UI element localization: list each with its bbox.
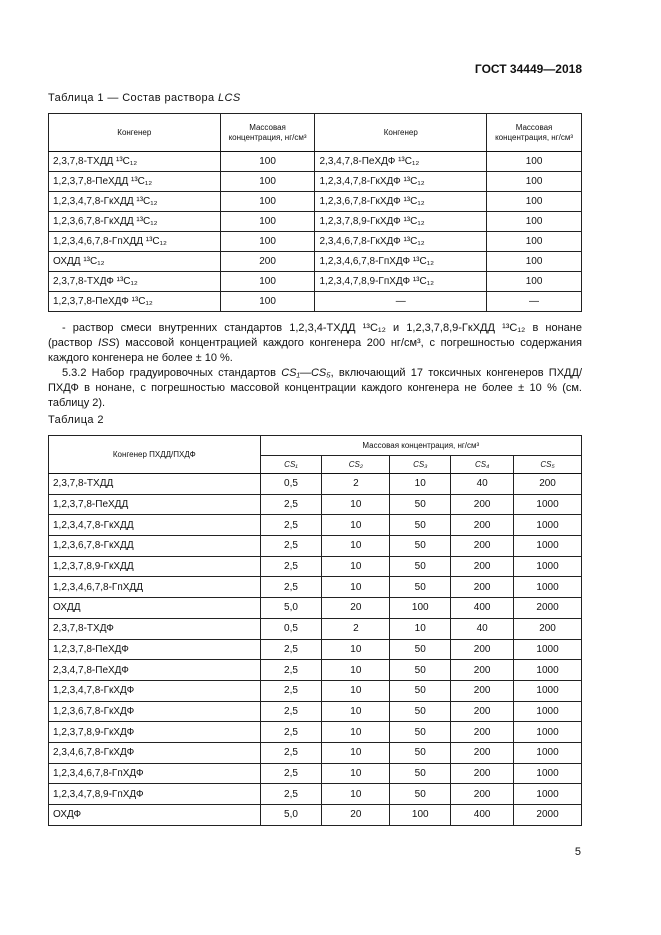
table2-cs3-cell: 50 — [390, 701, 451, 722]
table2-cs1-cell: 2,5 — [260, 722, 322, 743]
table1-concentration-cell: — — [487, 292, 582, 312]
table2-congener-cell: 1,2,3,4,6,7,8-ГпХДФ — [49, 763, 261, 784]
table2-cs1-cell: 2,5 — [260, 660, 322, 681]
table2-cs5-cell: 1000 — [514, 515, 582, 536]
table2-cs1-cell: 2,5 — [260, 639, 322, 660]
table2-congener-cell: 1,2,3,6,7,8-ГкХДД — [49, 536, 261, 557]
table2-cs5-cell: 1000 — [514, 701, 582, 722]
table2-congener-cell: 1,2,3,6,7,8-ГкХДФ — [49, 701, 261, 722]
table2-cs3-cell: 50 — [390, 680, 451, 701]
table2-header-cs5: CS₅ — [514, 456, 582, 474]
page-number: 5 — [574, 846, 581, 858]
table2-cs5-cell: 1000 — [514, 494, 582, 515]
table2-congener-cell: 1,2,3,7,8-ПеХДД — [49, 494, 261, 515]
table2-cs1-cell: 2,5 — [260, 556, 322, 577]
table2-cs4-cell: 200 — [451, 701, 514, 722]
table2-cs2-cell: 20 — [322, 598, 390, 619]
table2-cs5-cell: 1000 — [514, 536, 582, 557]
paragraph-5-3-2 — [48, 366, 582, 411]
table2-header-cs4: CS₄ — [451, 456, 514, 474]
table2-cs4-cell: 200 — [451, 515, 514, 536]
table2-congener-cell: 1,2,3,4,7,8-ГкХДД — [49, 515, 261, 536]
table2-cs5-cell: 1000 — [514, 639, 582, 660]
table2-congener-cell: 1,2,3,4,7,8,9-ГпХДФ — [49, 784, 261, 805]
table2-cs1-cell: 2,5 — [260, 494, 322, 515]
table2-cs4-cell: 200 — [451, 494, 514, 515]
table1-row — [49, 172, 582, 192]
table2-cs2-cell: 10 — [322, 556, 390, 577]
table1-congener-cell: 1,2,3,4,7,8-ГкХДФ ¹³C₁₂ — [315, 172, 487, 192]
table2-row — [49, 784, 582, 805]
table1-caption-text: Таблица 1 — Состав раствора — [48, 92, 219, 104]
table2-cs4-cell: 200 — [451, 577, 514, 598]
table2-cs3-cell: 100 — [390, 805, 451, 826]
table2-cs5-cell: 1000 — [514, 660, 582, 681]
table1-congener-cell: — — [315, 292, 487, 312]
table2-cs1-cell: 2,5 — [260, 680, 322, 701]
table2-cs5-cell: 2000 — [514, 598, 582, 619]
table2-cs1-cell: 2,5 — [260, 536, 322, 557]
table1-congener-cell: 1,2,3,6,7,8-ГкХДД ¹³C₁₂ — [49, 212, 221, 232]
table2-header-concentration: Массовая концентрация, нг/см³ — [260, 436, 581, 456]
table1-header-row — [49, 114, 582, 152]
table2-header-cs2: CS₂ — [322, 456, 390, 474]
table2-row — [49, 680, 582, 701]
table2-congener-cell: 1,2,3,7,8,9-ГкХДД — [49, 556, 261, 577]
table1-congener-cell: 1,2,3,7,8-ПеХДФ ¹³C₁₂ — [49, 292, 221, 312]
table2-cs4-cell: 200 — [451, 536, 514, 557]
table2-row — [49, 639, 582, 660]
table1-congener-cell: 2,3,7,8-ТХДФ ¹³C₁₂ — [49, 272, 221, 292]
table2-congener-cell: 1,2,3,7,8-ПеХДФ — [49, 639, 261, 660]
table1-concentration-cell: 100 — [220, 292, 315, 312]
paragraph-5-3-2-italic: CS₁—CS₅ — [281, 367, 331, 379]
table2-cs5-cell: 1000 — [514, 556, 582, 577]
table2-cs5-cell: 200 — [514, 474, 582, 495]
table2-cs3-cell: 50 — [390, 577, 451, 598]
table2-row — [49, 556, 582, 577]
table2-congener-cell: 1,2,3,4,6,7,8-ГпХДД — [49, 577, 261, 598]
table2-cs3-cell: 10 — [390, 618, 451, 639]
table2-cs1-cell: 2,5 — [260, 701, 322, 722]
table1-row — [49, 232, 582, 252]
table2-cs3-cell: 100 — [390, 598, 451, 619]
table1-header-conc-2: Массовая концентрация, нг/см³ — [487, 114, 582, 152]
table2-cs5-cell: 1000 — [514, 742, 582, 763]
table2-cs2-cell: 10 — [322, 536, 390, 557]
table2-cs2-cell: 10 — [322, 660, 390, 681]
table2-cs2-cell: 10 — [322, 722, 390, 743]
table2-congener-cell: 1,2,3,4,7,8-ГкХДФ — [49, 680, 261, 701]
table1-row — [49, 292, 582, 312]
table1-congener-cell: 1,2,3,4,6,7,8-ГпХДФ ¹³C₁₂ — [315, 252, 487, 272]
table1-lcs-composition — [48, 113, 582, 312]
table2-congener-cell: 2,3,4,6,7,8-ГкХДФ — [49, 742, 261, 763]
table1-concentration-cell: 100 — [487, 232, 582, 252]
table2-cs4-cell: 40 — [451, 474, 514, 495]
table2-cs5-cell: 200 — [514, 618, 582, 639]
table1-concentration-cell: 100 — [487, 172, 582, 192]
table1-row — [49, 152, 582, 172]
table2-row — [49, 701, 582, 722]
table1-concentration-cell: 100 — [487, 252, 582, 272]
table2-header-cs3: CS₃ — [390, 456, 451, 474]
table2-cs4-cell: 400 — [451, 598, 514, 619]
table2-cs4-cell: 200 — [451, 784, 514, 805]
table1-congener-cell: 2,3,7,8-ТХДД ¹³C₁₂ — [49, 152, 221, 172]
table2-row — [49, 536, 582, 557]
table2-header-congener: Конгенер ПХДД/ПХДФ — [49, 436, 261, 474]
table2-cs5-cell: 1000 — [514, 722, 582, 743]
table2-cs4-cell: 200 — [451, 680, 514, 701]
table2-cs4-cell: 200 — [451, 556, 514, 577]
table2-calibration-standards — [48, 435, 582, 826]
table1-congener-cell: 1,2,3,4,7,8,9-ГпХДФ ¹³C₁₂ — [315, 272, 487, 292]
paragraph-iss-italic: ISS — [98, 337, 116, 349]
table2-header-row-1 — [49, 436, 582, 456]
table2-cs1-cell: 5,0 — [260, 805, 322, 826]
table1-congener-cell: 2,3,4,7,8-ПеХДФ ¹³C₁₂ — [315, 152, 487, 172]
table2-cs5-cell: 1000 — [514, 577, 582, 598]
table2-caption: Таблица 2 — [48, 414, 104, 426]
table1-concentration-cell: 100 — [220, 272, 315, 292]
table2-cs3-cell: 50 — [390, 722, 451, 743]
table1-row — [49, 212, 582, 232]
table2-cs3-cell: 50 — [390, 763, 451, 784]
table2-cs2-cell: 10 — [322, 494, 390, 515]
document-id: ГОСТ 34449—2018 — [474, 62, 582, 76]
table2-cs5-cell: 1000 — [514, 680, 582, 701]
table2-header-cs1: CS₁ — [260, 456, 322, 474]
table2-cs2-cell: 10 — [322, 701, 390, 722]
table1-congener-cell: 1,2,3,6,7,8-ГкХДФ ¹³C₁₂ — [315, 192, 487, 212]
table2-congener-cell: ОХДД — [49, 598, 261, 619]
table1-concentration-cell: 100 — [220, 212, 315, 232]
table1-concentration-cell: 100 — [487, 212, 582, 232]
table1-row — [49, 252, 582, 272]
table1-concentration-cell: 100 — [487, 152, 582, 172]
table2-cs5-cell: 1000 — [514, 763, 582, 784]
table2-cs5-cell: 2000 — [514, 805, 582, 826]
table2-cs4-cell: 200 — [451, 722, 514, 743]
table1-concentration-cell: 100 — [220, 152, 315, 172]
table2-cs1-cell: 2,5 — [260, 742, 322, 763]
table2-cs2-cell: 10 — [322, 680, 390, 701]
table1-concentration-cell: 100 — [487, 272, 582, 292]
table2-cs2-cell: 10 — [322, 577, 390, 598]
table2-row — [49, 494, 582, 515]
paragraph-5-3-2-text-2: , включающий 17 токсичных конгенеров ПХДД/ПХДФ в нонане, с погрешностью массовой концентрации каждого конгенера не более ± 10 % (см. таблицу 2). — [48, 367, 583, 409]
table1-congener-cell: 1,2,3,7,8,9-ГкХДФ ¹³C₁₂ — [315, 212, 487, 232]
table1-concentration-cell: 100 — [487, 192, 582, 212]
table2-row — [49, 515, 582, 536]
table1-congener-cell: 1,2,3,4,6,7,8-ГпХДД ¹³C₁₂ — [49, 232, 221, 252]
table1-header-congener-1: Конгенер — [49, 114, 221, 152]
table1-header-conc-1: Массовая концентрация, нг/см³ — [220, 114, 315, 152]
table2-congener-cell: 2,3,7,8-ТХДФ — [49, 618, 261, 639]
table2-cs3-cell: 50 — [390, 660, 451, 681]
table1-congener-cell: 2,3,4,6,7,8-ГкХДФ ¹³C₁₂ — [315, 232, 487, 252]
table2-cs1-cell: 2,5 — [260, 577, 322, 598]
table2-cs5-cell: 1000 — [514, 784, 582, 805]
table2-row — [49, 660, 582, 681]
table1-concentration-cell: 100 — [220, 192, 315, 212]
table2-row — [49, 577, 582, 598]
table2-cs2-cell: 2 — [322, 474, 390, 495]
table2-cs4-cell: 200 — [451, 742, 514, 763]
table2-cs4-cell: 200 — [451, 660, 514, 681]
table2-cs4-cell: 200 — [451, 763, 514, 784]
table1-concentration-cell: 200 — [220, 252, 315, 272]
table1-caption-lcs: LCS — [218, 92, 241, 104]
table2-cs2-cell: 10 — [322, 639, 390, 660]
table2-cs2-cell: 10 — [322, 742, 390, 763]
table2-cs2-cell: 10 — [322, 784, 390, 805]
table2-cs2-cell: 10 — [322, 515, 390, 536]
table2-cs1-cell: 5,0 — [260, 598, 322, 619]
table2-cs2-cell: 10 — [322, 763, 390, 784]
table2-cs1-cell: 0,5 — [260, 474, 322, 495]
table2-cs3-cell: 50 — [390, 742, 451, 763]
table2-cs2-cell: 2 — [322, 618, 390, 639]
table1-congener-cell: 1,2,3,7,8-ПеХДД ¹³C₁₂ — [49, 172, 221, 192]
table2-row — [49, 598, 582, 619]
table2-cs3-cell: 50 — [390, 784, 451, 805]
table2-row — [49, 474, 582, 495]
table2-cs3-cell: 50 — [390, 536, 451, 557]
table2-congener-cell: ОХДФ — [49, 805, 261, 826]
table2-cs3-cell: 50 — [390, 494, 451, 515]
table1-row — [49, 272, 582, 292]
table1-caption — [48, 92, 241, 104]
table1-concentration-cell: 100 — [220, 232, 315, 252]
paragraph-iss-text-1: - раствор смеси внутренних стандартов 1,2,3,4-ТХДД ¹³C₁₂ и 1,2,3,7,8,9-ГкХДД ¹³C₁₂ в нонане (раствор — [48, 322, 582, 349]
table2-cs4-cell: 400 — [451, 805, 514, 826]
table1-congener-cell: 1,2,3,4,7,8-ГкХДД ¹³C₁₂ — [49, 192, 221, 212]
table2-congener-cell: 1,2,3,7,8,9-ГкХДФ — [49, 722, 261, 743]
table2-cs3-cell: 50 — [390, 556, 451, 577]
table2-cs1-cell: 2,5 — [260, 763, 322, 784]
paragraph-iss — [48, 321, 582, 366]
table1-row — [49, 192, 582, 212]
table1-header-congener-2: Конгенер — [315, 114, 487, 152]
table2-cs3-cell: 50 — [390, 639, 451, 660]
table2-row — [49, 618, 582, 639]
table2-row — [49, 722, 582, 743]
table2-row — [49, 805, 582, 826]
paragraph-5-3-2-text-1: 5.3.2 Набор градуировочных стандартов — [62, 367, 282, 379]
table2-cs1-cell: 2,5 — [260, 515, 322, 536]
table2-congener-cell: 2,3,7,8-ТХДД — [49, 474, 261, 495]
table1-concentration-cell: 100 — [220, 172, 315, 192]
table2-cs3-cell: 10 — [390, 474, 451, 495]
table1-congener-cell: ОХДД ¹³C₁₂ — [49, 252, 221, 272]
table2-row — [49, 763, 582, 784]
table2-row — [49, 742, 582, 763]
table2-cs4-cell: 200 — [451, 639, 514, 660]
table2-cs1-cell: 2,5 — [260, 784, 322, 805]
table2-congener-cell: 2,3,4,7,8-ПеХДФ — [49, 660, 261, 681]
table2-cs2-cell: 20 — [322, 805, 390, 826]
table2-cs4-cell: 40 — [451, 618, 514, 639]
paragraph-iss-text-2: ) массовой концентрацией каждого конгенера 200 нг/см³, с погрешностью содержания каждого конгенера не более ± 10 %. — [48, 337, 582, 364]
table2-cs1-cell: 0,5 — [260, 618, 322, 639]
table2-cs3-cell: 50 — [390, 515, 451, 536]
